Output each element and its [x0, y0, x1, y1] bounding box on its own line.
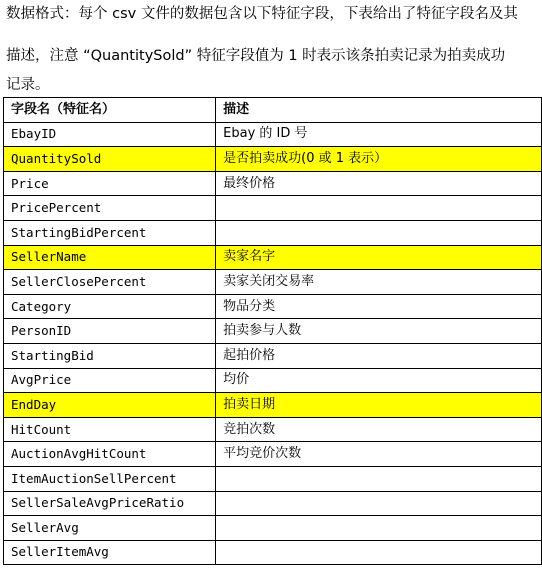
field-name-cell: Category: [4, 294, 216, 319]
table-row: [4, 270, 542, 295]
feature-fields-table: [3, 97, 542, 565]
table-row: [4, 319, 542, 344]
field-description-cell: 拍卖日期: [216, 393, 542, 418]
table-row: [4, 540, 542, 565]
paragraph-line-3: 记录。: [6, 77, 50, 93]
table-row: [4, 196, 542, 221]
field-name-cell: QuantitySold: [4, 147, 216, 172]
table-row: [4, 393, 542, 418]
field-name-cell: StartingBid: [4, 343, 216, 368]
table-row: [4, 245, 542, 270]
table-row: [4, 343, 542, 368]
field-description-cell: [216, 220, 542, 245]
table-row: [4, 466, 542, 491]
table-header-row: [4, 98, 542, 123]
field-name-cell: AuctionAvgHitCount: [4, 442, 216, 467]
table-row: [4, 122, 542, 147]
header-description: 描述: [216, 98, 542, 123]
field-name-cell: SellerClosePercent: [4, 270, 216, 295]
field-name-cell: ItemAuctionSellPercent: [4, 466, 216, 491]
field-name-cell: PersonID: [4, 319, 216, 344]
field-description-cell: [216, 466, 542, 491]
field-name-cell: StartingBidPercent: [4, 220, 216, 245]
field-description-cell: Ebay 的 ID 号: [216, 122, 542, 147]
field-description-cell: 竞拍次数: [216, 417, 542, 442]
table-row: [4, 442, 542, 467]
field-name-cell: EndDay: [4, 393, 216, 418]
field-description-cell: 起拍价格: [216, 343, 542, 368]
table-row: [4, 220, 542, 245]
field-description-cell: [216, 540, 542, 565]
field-description-cell: 是否拍卖成功(0 或 1 表示）: [216, 147, 542, 172]
field-name-cell: SellerAvg: [4, 516, 216, 541]
header-field-name: 字段名（特征名）: [4, 98, 216, 123]
table-row: [4, 516, 542, 541]
field-description-cell: [216, 516, 542, 541]
field-description-cell: 物品分类: [216, 294, 542, 319]
field-description-cell: 拍卖参与人数: [216, 319, 542, 344]
field-description-cell: 均价: [216, 368, 542, 393]
table-row: [4, 147, 542, 172]
field-description-cell: 平均竞价次数: [216, 442, 542, 467]
field-name-cell: SellerSaleAvgPriceRatio: [4, 491, 216, 516]
field-description-cell: 最终价格: [216, 171, 542, 196]
table-row: [4, 368, 542, 393]
field-name-cell: PricePercent: [4, 196, 216, 221]
paragraph-line-1: 数据格式：每个 csv 文件的数据包含以下特征字段，下表给出了特征字段名及其: [6, 6, 518, 22]
field-name-cell: HitCount: [4, 417, 216, 442]
field-description-cell: 卖家关闭交易率: [216, 270, 542, 295]
field-name-cell: AvgPrice: [4, 368, 216, 393]
field-description-cell: [216, 196, 542, 221]
table-row: [4, 491, 542, 516]
field-name-cell: SellerItemAvg: [4, 540, 216, 565]
field-name-cell: EbayID: [4, 122, 216, 147]
field-description-cell: [216, 491, 542, 516]
field-name-cell: Price: [4, 171, 216, 196]
field-name-cell: SellerName: [4, 245, 216, 270]
table-row: [4, 294, 542, 319]
table-row: [4, 417, 542, 442]
field-description-cell: 卖家名字: [216, 245, 542, 270]
paragraph-line-2: 描述，注意 “QuantitySold” 特征字段值为 1 时表示该条拍卖记录为拍卖成功: [6, 48, 506, 64]
table-row: [4, 171, 542, 196]
